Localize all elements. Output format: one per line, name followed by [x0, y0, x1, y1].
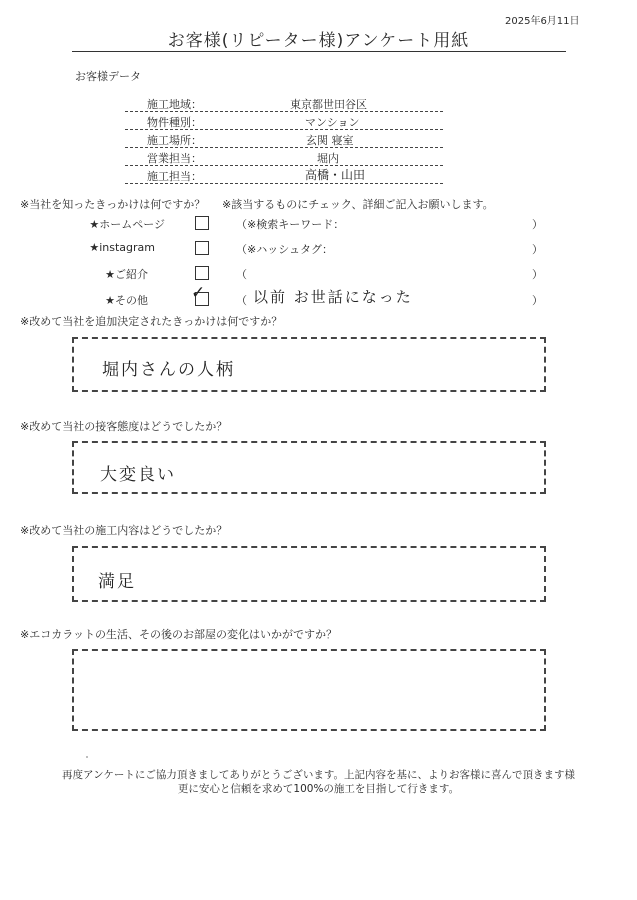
- footer-line-2: 更に安心と信頼を求めて100%の施工を目指して行きます。: [177, 783, 460, 795]
- q4-answer: 満足: [98, 572, 136, 592]
- customer-row-label: 物件種別：: [147, 116, 202, 129]
- customer-row-value: 東京都世田谷区: [290, 98, 367, 111]
- option-detail-open: （※検索キーワード：: [236, 218, 345, 231]
- q2-answer-box[interactable]: [72, 337, 546, 392]
- q5-answer-box[interactable]: [72, 649, 546, 731]
- option-detail-open: （: [236, 268, 247, 281]
- customer-row-value: 玄関 寝室: [306, 134, 354, 147]
- customer-row-sales-rep: [125, 147, 443, 166]
- q3-answer: 大変良い: [100, 465, 176, 485]
- option-detail-open: （※ハッシュタグ：: [236, 243, 333, 256]
- customer-row-property-type: [125, 111, 443, 130]
- page-title: お客様(リピーター様)アンケート用紙: [167, 31, 470, 51]
- scan-speck: [86, 756, 88, 758]
- customer-data-heading: お客様データ: [75, 70, 141, 83]
- q4-answer-box[interactable]: [72, 546, 546, 602]
- checkbox-referral[interactable]: [195, 266, 209, 280]
- option-label-referral: ★ご紹介: [105, 268, 148, 281]
- customer-row-installer: [125, 165, 443, 184]
- customer-row-label: 施工担当：: [147, 170, 202, 183]
- customer-row-value: マンション: [305, 116, 360, 129]
- q1-question: ※当社を知ったきっかけは何ですか？: [20, 198, 206, 211]
- checkbox-instagram[interactable]: [195, 241, 209, 255]
- option-label-homepage: ★ホームページ: [89, 218, 165, 231]
- option-detail-close: ）: [532, 243, 543, 256]
- checkbox-homepage[interactable]: [195, 216, 209, 230]
- option-detail-close: ）: [532, 294, 543, 307]
- q2-answer: 堀内さんの人柄: [102, 360, 235, 380]
- customer-row-value: 堀内: [317, 152, 339, 165]
- q5-question: ※エコカラットの生活、その後のお部屋の変化はいかがですか？: [20, 628, 337, 641]
- option-detail-close: ）: [532, 268, 543, 281]
- option-detail-open: （: [236, 294, 247, 307]
- q4-question: ※改めて当社の施工内容はどうでしたか？: [20, 524, 228, 537]
- customer-row-value-handwritten: 高橋・山田: [305, 168, 366, 182]
- title-underline: [72, 51, 566, 52]
- check-icon: ✓: [191, 283, 206, 303]
- customer-row-label: 施工場所：: [147, 134, 202, 147]
- customer-row-location: [125, 129, 443, 148]
- customer-row-label: 営業担当：: [147, 152, 202, 165]
- q1-instruction: ※該当するものにチェック、詳細ご記入お願いします。: [222, 198, 494, 211]
- option-label-instagram: ★instagram: [89, 241, 155, 254]
- option-detail-close: ）: [532, 218, 543, 231]
- survey-date: 2025年6月11日: [505, 16, 580, 27]
- footer-line-1: 再度アンケートにご協力頂きましてありがとうございます。上記内容を基に、よりお客様に喜んで頂きます様: [61, 769, 576, 781]
- customer-row-area: [125, 93, 443, 112]
- q3-answer-box[interactable]: [72, 441, 546, 494]
- customer-row-label: 施工地域：: [147, 98, 202, 111]
- option-label-other: ★その他: [105, 294, 148, 307]
- q2-question: ※改めて当社を追加決定されたきっかけは何ですか？: [20, 315, 283, 328]
- other-handwritten-answer: 以前 お世話になった: [253, 288, 413, 306]
- q3-question: ※改めて当社の接客態度はどうでしたか？: [20, 420, 228, 433]
